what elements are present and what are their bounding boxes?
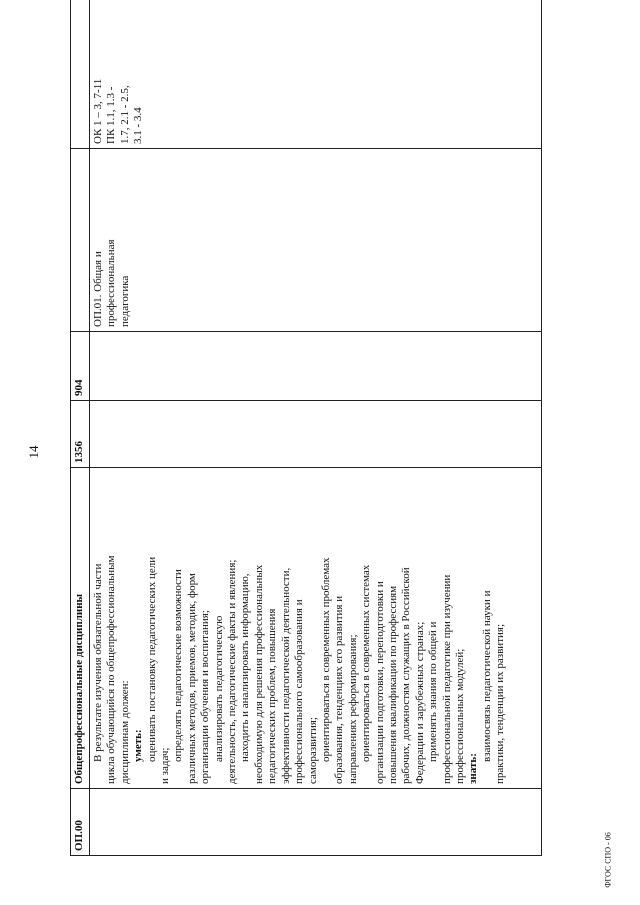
skill-line: анализировать педагогическую bbox=[212, 615, 225, 762]
empty-code-cell bbox=[90, 789, 542, 856]
page-number: 14 bbox=[26, 445, 41, 459]
curriculum-table-area bbox=[70, 34, 545, 856]
skill-line: организации обучения и воспитания; bbox=[199, 610, 212, 784]
skills-heading: уметь: bbox=[132, 729, 145, 762]
skill-line: различных методов, приемов, методик, форм bbox=[185, 573, 198, 784]
knowledge-line: практики, тенденции их развития; bbox=[494, 624, 507, 784]
discipline-cell bbox=[90, 149, 542, 332]
mandatory-hours-cell: 904 bbox=[71, 332, 90, 401]
intro-line: В результате изучения обязательной части bbox=[92, 563, 104, 762]
skill-line: необходимую для решения профессиональных bbox=[252, 564, 265, 784]
empty-hours-cell bbox=[90, 401, 542, 468]
skill-line: определять педагогические возможности bbox=[172, 569, 185, 762]
skill-line: эффективности педагогической деятельности, bbox=[279, 567, 292, 784]
intro-line: дисциплинам должен: bbox=[118, 680, 131, 784]
competency-line: 1.7, 2.1 - 2.5, bbox=[118, 85, 131, 144]
skill-line: педагогических проблем, повышения bbox=[266, 608, 279, 784]
competency-cell bbox=[90, 0, 542, 149]
empty-hours-cell bbox=[90, 332, 542, 401]
skill-line: профессиональных модулей; bbox=[453, 648, 466, 784]
competency-line: ОК 1 – 3, 7-11 bbox=[92, 78, 104, 144]
skill-line: находить и анализировать информацию, bbox=[239, 573, 252, 762]
skill-line: направлениях реформирования; bbox=[346, 634, 359, 784]
skill-line: и задач; bbox=[159, 747, 172, 784]
skill-line: саморазвития; bbox=[306, 717, 319, 784]
knowledge-line: взаимосвязь педагогической науки и bbox=[480, 590, 493, 762]
discipline-line: ОП.01. Общая и bbox=[92, 251, 104, 327]
footer-document-code: ФГОС СПО - 06 bbox=[603, 832, 613, 888]
discipline-header-cell bbox=[71, 149, 90, 332]
competency-header-cell bbox=[71, 0, 90, 149]
curriculum-table bbox=[70, 0, 542, 856]
skill-line: деятельность, педагогические факты и явления; bbox=[226, 559, 239, 784]
discipline-line: профессиональная bbox=[105, 239, 118, 327]
intro-line: цикла обучающийся по общепрофессиональным bbox=[105, 555, 118, 784]
requirements-cell bbox=[90, 468, 542, 789]
table-body-row bbox=[90, 0, 542, 856]
cycle-title-cell: Общепрофессиональные дисциплины bbox=[71, 468, 90, 789]
discipline-line: педагогика bbox=[118, 275, 131, 327]
skill-line: профессионального самообразования и bbox=[293, 599, 306, 784]
max-hours-cell: 1356 bbox=[71, 401, 90, 468]
skill-line: образования, тенденциях его развития и bbox=[333, 595, 346, 784]
table-header-row bbox=[71, 0, 90, 856]
knowledge-heading: знать: bbox=[467, 753, 480, 784]
skill-line: профессиональной педагогике при изучении bbox=[440, 574, 453, 784]
skill-line: оценивать постановку педагогических цели bbox=[145, 556, 158, 762]
skill-line: Федерации и зарубежных странах; bbox=[413, 621, 426, 784]
skill-line: применять знания по общей и bbox=[427, 621, 440, 762]
skill-line: организации подготовки, переподготовки и bbox=[373, 581, 386, 784]
skill-line: ориентироваться в современных системах bbox=[360, 564, 373, 762]
competency-line: 3.1 - 3.4 bbox=[132, 107, 145, 144]
skill-line: повышения квалификации по профессиям bbox=[386, 585, 399, 784]
skill-line: ориентироваться в современных проблемах bbox=[319, 557, 332, 762]
cycle-code-cell: ОП.00 bbox=[71, 789, 90, 856]
competency-line: ПК 1.1, 1.3 - bbox=[105, 86, 118, 144]
skill-line: рабочих, должностям служащих в Российской bbox=[400, 567, 413, 784]
